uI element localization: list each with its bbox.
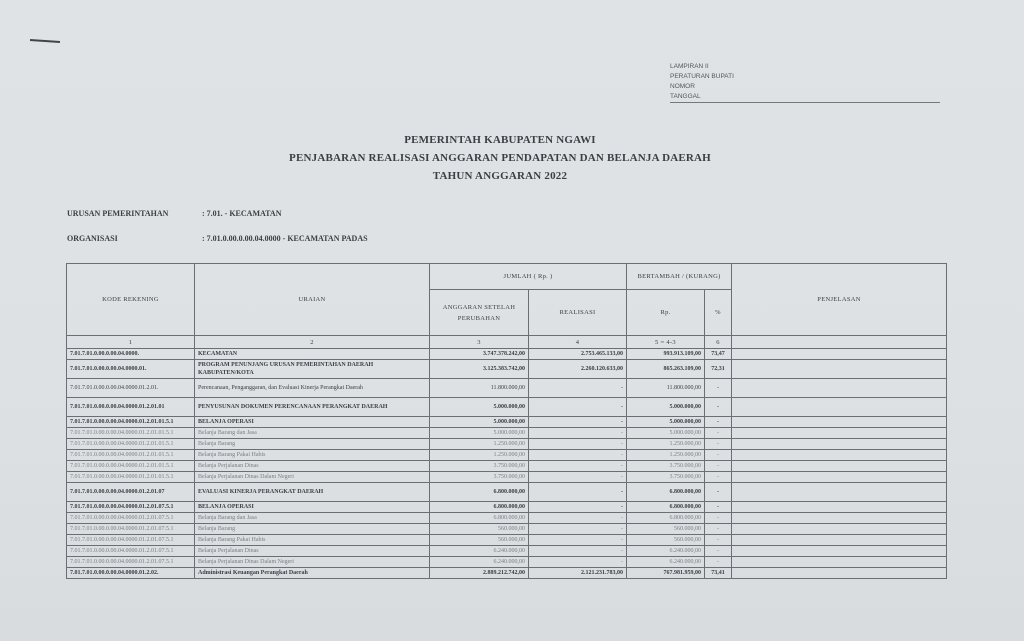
cell-penjelasan [732,360,947,379]
cell-anggaran: 5.000.000,00 [430,417,529,428]
header-pct: % [705,290,732,336]
cell-penjelasan [732,428,947,439]
table-row [67,428,947,439]
cell-anggaran: 6.800.000,00 [430,502,529,513]
table-row [67,349,947,360]
cell-persen: - [705,557,732,568]
cell-uraian: PROGRAM PENUNJANG URUSAN PEMERINTAHAN DAERAH KABUPATEN/KOTA [195,360,430,379]
cell-realisasi: 2.260.120.633,00 [529,360,627,379]
cell-persen: - [705,546,732,557]
header-kode: KODE REKENING [67,264,195,336]
cell-kode: 7.01.7.01.0.00.0.00.04.0000.01.2.01.07.5.1 [67,524,195,535]
cell-kode: 7.01.7.01.0.00.0.00.04.0000.01.2.01. [67,379,195,398]
cell-uraian: Belanja Barang Pakai Habis [195,535,430,546]
title-year: TAHUN ANGGARAN 2022 [432,170,568,182]
cell-anggaran: 560.000,00 [430,535,529,546]
cell-selisih: 1.250.000,00 [627,450,705,461]
cell-uraian: EVALUASI KINERJA PERANGKAT DAERAH [195,483,430,502]
urusan-value: : 7.01. - KECAMATAN [202,209,282,218]
cell-kode: 7.01.7.01.0.00.0.00.04.0000.01.2.01.01.5.1 [67,461,195,472]
cell-uraian: KECAMATAN [195,349,430,360]
cell-selisih: 767.981.959,00 [627,568,705,579]
cell-realisasi: - [529,439,627,450]
cell-persen: - [705,483,732,502]
lampiran-block [670,62,940,103]
cell-uraian: Belanja Barang [195,439,430,450]
organisasi-value: : 7.01.0.00.0.00.04.0000 - KECAMATAN PADAS [202,234,368,243]
cell-realisasi: - [529,379,627,398]
table-row [67,360,947,379]
cell-selisih: 6.240.000,00 [627,557,705,568]
cell-kode: 7.01.7.01.0.00.0.00.04.0000.01.2.01.01 [67,398,195,417]
cell-anggaran: 6.240.000,00 [430,546,529,557]
cell-uraian: BELANJA OPERASI [195,502,430,513]
cell-selisih: 6.800.000,00 [627,502,705,513]
colnum: 6 [705,336,732,349]
header-realisasi: REALISASI [529,290,627,336]
cell-uraian: BELANJA OPERASI [195,417,430,428]
cell-kode: 7.01.7.01.0.00.0.00.04.0000.01.2.01.01.5.1 [67,450,195,461]
table-row [67,483,947,502]
cell-anggaran: 560.000,00 [430,524,529,535]
header-uraian: URAIAN [195,264,430,336]
cell-selisih: 6.240.000,00 [627,546,705,557]
lampiran-line: TANGGAL [670,92,940,103]
cell-anggaran: 3.747.378.242,00 [430,349,529,360]
cell-selisih: 6.800.000,00 [627,513,705,524]
cell-realisasi: - [529,461,627,472]
cell-uraian: Perencanaan, Penganggaran, dan Evaluasi Kinerja Perangkat Daerah [195,379,430,398]
header-rp: Rp. [627,290,705,336]
cell-kode: 7.01.7.01.0.00.0.00.04.0000. [67,349,195,360]
cell-realisasi: - [529,428,627,439]
table-row [67,513,947,524]
table-row [67,398,947,417]
cell-realisasi: - [529,483,627,502]
cell-persen: 73,41 [705,568,732,579]
table-row [67,417,947,428]
cell-anggaran: 5.000.000,00 [430,428,529,439]
cell-realisasi: - [529,524,627,535]
table-row [67,535,947,546]
cell-kode: 7.01.7.01.0.00.0.00.04.0000.01.2.01.01.5.1 [67,417,195,428]
cell-penjelasan [732,546,947,557]
cell-persen: - [705,524,732,535]
cell-persen: 72,31 [705,360,732,379]
cell-penjelasan [732,439,947,450]
cell-uraian: Belanja Barang [195,524,430,535]
table-row [67,524,947,535]
cell-realisasi: - [529,450,627,461]
lampiran-line: PERATURAN BUPATI [670,73,734,80]
cell-anggaran: 1.250.000,00 [430,439,529,450]
title-government: PEMERINTAH KABUPATEN NGAWI [404,134,596,146]
colnum: 2 [195,336,430,349]
cell-penjelasan [732,524,947,535]
cell-realisasi: - [529,513,627,524]
cell-penjelasan [732,349,947,360]
cell-persen: 73,47 [705,349,732,360]
cell-realisasi: - [529,535,627,546]
table-row [67,557,947,568]
table-row [67,379,947,398]
cell-penjelasan [732,568,947,579]
cell-uraian: Belanja Barang dan Jasa [195,513,430,524]
cell-selisih: 11.800.000,00 [627,379,705,398]
cell-kode: 7.01.7.01.0.00.0.00.04.0000.01.2.01.07.5.1 [67,535,195,546]
cell-uraian: Belanja Perjalanan Dinas Dalam Negeri [195,557,430,568]
cell-kode: 7.01.7.01.0.00.0.00.04.0000.01.2.01.07 [67,483,195,502]
cell-anggaran: 3.750.000,00 [430,472,529,483]
cell-penjelasan [732,398,947,417]
header-jumlah: JUMLAH ( Rp. ) [430,264,627,290]
cell-realisasi: 2.121.231.783,00 [529,568,627,579]
cell-kode: 7.01.7.01.0.00.0.00.04.0000.01.2.01.07.5.1 [67,557,195,568]
cell-kode: 7.01.7.01.0.00.0.00.04.0000.01.2.01.07.5.1 [67,513,195,524]
cell-selisih: 3.750.000,00 [627,461,705,472]
cell-selisih: 1.250.000,00 [627,439,705,450]
cell-anggaran: 3.750.000,00 [430,461,529,472]
cell-selisih: 3.750.000,00 [627,472,705,483]
cell-selisih: 6.800.000,00 [627,483,705,502]
cell-realisasi: - [529,417,627,428]
lampiran-line: NOMOR [670,83,695,90]
cell-selisih: 865.263.109,00 [627,360,705,379]
cell-penjelasan [732,417,947,428]
cell-penjelasan [732,472,947,483]
cell-persen: - [705,461,732,472]
header-penjelasan: PENJELASAN [732,264,947,336]
cell-persen: - [705,439,732,450]
cell-persen: - [705,502,732,513]
colnum: 4 [529,336,627,349]
table-row [67,472,947,483]
cell-realisasi: - [529,398,627,417]
cell-selisih: 560.000,00 [627,524,705,535]
cell-penjelasan [732,535,947,546]
cell-anggaran: 5.000.000,00 [430,398,529,417]
colnum: 3 [430,336,529,349]
cell-realisasi: - [529,502,627,513]
cell-kode: 7.01.7.01.0.00.0.00.04.0000.01.2.01.07.5.1 [67,502,195,513]
cell-kode: 7.01.7.01.0.00.0.00.04.0000.01.2.01.07.5.1 [67,546,195,557]
cell-uraian: Belanja Perjalanan Dinas [195,461,430,472]
realisasi-table [66,263,947,579]
cell-kode: 7.01.7.01.0.00.0.00.04.0000.01.2.01.01.5.1 [67,472,195,483]
cell-uraian: Belanja Perjalanan Dinas [195,546,430,557]
cell-kode: 7.01.7.01.0.00.0.00.04.0000.01.2.01.01.5.1 [67,428,195,439]
table-row [67,461,947,472]
cell-uraian: Belanja Barang dan Jasa [195,428,430,439]
cell-penjelasan [732,379,947,398]
table-row [67,546,947,557]
table-row [67,502,947,513]
cell-persen: - [705,398,732,417]
cell-persen: - [705,428,732,439]
cell-penjelasan [732,483,947,502]
title-report: PENJABARAN REALISASI ANGGARAN PENDAPATAN DAN BELANJA DAERAH [289,152,711,164]
cell-selisih: 5.000.000,00 [627,398,705,417]
cell-realisasi: 2.753.465.133,00 [529,349,627,360]
cell-realisasi: - [529,546,627,557]
cell-anggaran: 11.800.000,00 [430,379,529,398]
cell-penjelasan [732,513,947,524]
cell-anggaran: 6.800.000,00 [430,513,529,524]
cell-selisih: 993.913.109,00 [627,349,705,360]
cell-persen: - [705,417,732,428]
table-row [67,450,947,461]
cell-kode: 7.01.7.01.0.00.0.00.04.0000.01.2.02. [67,568,195,579]
cell-kode: 7.01.7.01.0.00.0.00.04.0000.01.2.01.01.5.1 [67,439,195,450]
cell-selisih: 5.000.000,00 [627,417,705,428]
cell-realisasi: - [529,557,627,568]
cell-penjelasan [732,557,947,568]
colnum [732,336,947,349]
cell-kode: 7.01.7.01.0.00.0.00.04.0000.01. [67,360,195,379]
cell-persen: - [705,379,732,398]
cell-penjelasan [732,450,947,461]
pen-mark [30,39,60,43]
cell-anggaran: 1.250.000,00 [430,450,529,461]
cell-realisasi: - [529,472,627,483]
cell-penjelasan [732,461,947,472]
table-row [67,568,947,579]
cell-uraian: PENYUSUNAN DOKUMEN PERENCANAAN PERANGKAT DAERAH [195,398,430,417]
cell-selisih: 5.000.000,00 [627,428,705,439]
cell-uraian: Belanja Barang Pakai Habis [195,450,430,461]
cell-anggaran: 6.240.000,00 [430,557,529,568]
cell-uraian: Belanja Perjalanan Dinas Dalam Negeri [195,472,430,483]
cell-persen: - [705,513,732,524]
colnum: 5 = 4-3 [627,336,705,349]
colnum: 1 [67,336,195,349]
cell-anggaran: 6.800.000,00 [430,483,529,502]
header-anggaran: ANGGARAN SETELAH PERUBAHAN [430,290,529,336]
cell-persen: - [705,450,732,461]
table-row [67,439,947,450]
cell-uraian: Administrasi Keuangan Perangkat Daerah [195,568,430,579]
lampiran-line: LAMPIRAN II [670,63,709,70]
header-bertambah: BERTAMBAH / (KURANG) [627,264,732,290]
cell-penjelasan [732,502,947,513]
organisasi-label: ORGANISASI [67,234,118,243]
cell-anggaran: 3.125.383.742,00 [430,360,529,379]
cell-anggaran: 2.889.212.742,00 [430,568,529,579]
cell-persen: - [705,535,732,546]
urusan-label: URUSAN PEMERINTAHAN [67,209,169,218]
cell-selisih: 560.000,00 [627,535,705,546]
cell-persen: - [705,472,732,483]
